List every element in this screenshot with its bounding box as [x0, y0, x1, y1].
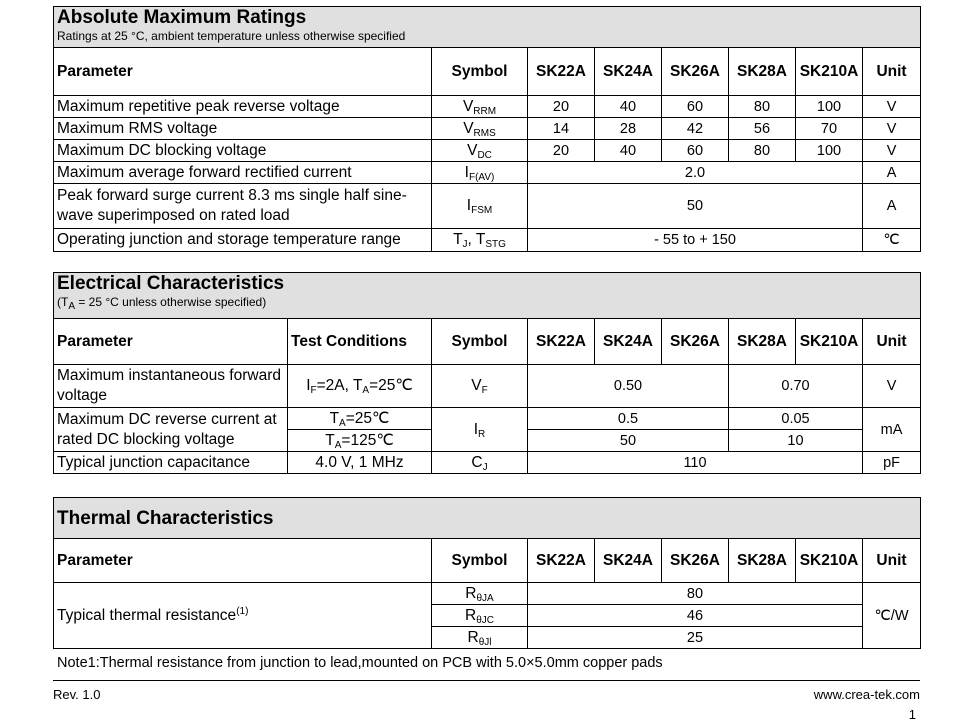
col-header-parameter: Parameter — [54, 48, 432, 96]
value-cell: 2.0 — [528, 162, 863, 184]
col-header-test-conditions: Test Conditions — [288, 319, 432, 365]
value-cell: 10 — [729, 430, 863, 452]
value-cell: 80 — [528, 583, 863, 605]
unit-cell: A — [863, 184, 921, 229]
electrical-characteristics-table — [53, 272, 921, 474]
value-cell: 46 — [528, 605, 863, 627]
column-header-row — [54, 539, 921, 583]
value-cell: - 55 to + 150 — [528, 229, 863, 252]
condition-cell: $T_A=25℃$ — [288, 408, 432, 430]
col-header-parameter: Parameter — [54, 539, 432, 583]
section-header — [54, 498, 921, 539]
section-subtitle: ($T_A = 25$ °C unless otherwise specified) — [57, 295, 267, 312]
value-cell: 0.50 — [528, 365, 729, 408]
value-cell: 70 — [796, 118, 863, 140]
symbol-cell: $I_R$ — [432, 408, 528, 452]
unit-cell: pF — [863, 452, 921, 474]
footnote: Note1:Thermal resistance from junction to lead,mounted on PCB with 5.0×5.0mm copper pads — [57, 655, 663, 671]
table-row — [54, 96, 921, 118]
param-cell: Maximum repetitive peak reverse voltage — [54, 96, 432, 118]
section-header — [54, 273, 921, 319]
unit-cell: V — [863, 96, 921, 118]
symbol-cell: $T_J$, $T_{STG}$ — [432, 229, 528, 252]
col-header-sk26a: SK26A — [662, 319, 729, 365]
symbol-cell: $V_{RMS}$ — [432, 118, 528, 140]
value-cell: 0.5 — [528, 408, 729, 430]
value-cell: 28 — [595, 118, 662, 140]
unit-cell: ℃/W — [863, 583, 921, 649]
section-title: Thermal Characteristics — [57, 507, 274, 529]
col-header-sk28a: SK28A — [729, 48, 796, 96]
symbol-cell: $V_{DC}$ — [432, 140, 528, 162]
col-header-sk210a: SK210A — [796, 539, 863, 583]
col-header-sk210a: SK210A — [796, 319, 863, 365]
value-cell: 0.05 — [729, 408, 863, 430]
symbol-cell: $C_J$ — [432, 452, 528, 474]
unit-cell: mA — [863, 408, 921, 452]
unit-cell: A — [863, 162, 921, 184]
param-cell: Operating junction and storage temperature range — [54, 229, 432, 252]
column-header-row — [54, 319, 921, 365]
section-title: Absolute Maximum Ratings — [57, 7, 307, 28]
col-header-parameter: Parameter — [54, 319, 288, 365]
param-cell: Maximum RMS voltage — [54, 118, 432, 140]
column-header-row — [54, 48, 921, 96]
unit-cell: V — [863, 365, 921, 408]
col-header-sk24a: SK24A — [595, 319, 662, 365]
section-header — [54, 7, 921, 48]
table-row — [54, 583, 921, 605]
value-cell: 25 — [528, 627, 863, 649]
footer-divider — [53, 680, 920, 681]
col-header-symbol: Symbol — [432, 539, 528, 583]
symbol-cell: $V_F$ — [432, 365, 528, 408]
revision-label: Rev. 1.0 — [53, 687, 101, 702]
param-cell: Maximum average forward rectified current — [54, 162, 432, 184]
section-subtitle: Ratings at 25 °C, ambient temperature unless otherwise specified — [57, 29, 406, 43]
col-header-symbol: Symbol — [432, 48, 528, 96]
col-header-sk28a: SK28A — [729, 319, 796, 365]
table-row — [54, 365, 921, 408]
unit-cell: ℃ — [863, 229, 921, 252]
value-cell: 14 — [528, 118, 595, 140]
value-cell: 42 — [662, 118, 729, 140]
col-header-unit: Unit — [863, 48, 921, 96]
value-cell: 40 — [595, 96, 662, 118]
symbol-cell: $V_{RRM}$ — [432, 96, 528, 118]
absolute-maximum-ratings-table — [53, 6, 921, 252]
symbol-cell: $I_{F(AV)}$ — [432, 162, 528, 184]
table-row — [54, 229, 921, 252]
value-cell: 40 — [595, 140, 662, 162]
thermal-characteristics-table — [53, 497, 921, 649]
value-cell: 80 — [729, 140, 796, 162]
col-header-symbol: Symbol — [432, 319, 528, 365]
col-header-sk24a: SK24A — [595, 539, 662, 583]
col-header-sk22a: SK22A — [528, 319, 595, 365]
value-cell: 100 — [796, 140, 863, 162]
value-cell: 50 — [528, 430, 729, 452]
value-cell: 50 — [528, 184, 863, 229]
table-row — [54, 162, 921, 184]
col-header-sk24a: SK24A — [595, 48, 662, 96]
section-title: Electrical Characteristics — [57, 273, 285, 294]
table-row — [54, 140, 921, 162]
col-header-sk210a: SK210A — [796, 48, 863, 96]
col-header-unit: Unit — [863, 539, 921, 583]
condition-cell: $I_F=2A$, $T_A=25℃$ — [288, 365, 432, 408]
param-cell: Peak forward surge current 8.3 ms single half sine-wave superimposed on rated load — [54, 184, 432, 229]
symbol-cell: $I_{FSM}$ — [432, 184, 528, 229]
symbol-cell: $R_{\theta JC}$ — [432, 605, 528, 627]
value-cell: 0.70 — [729, 365, 863, 408]
condition-cell: $T_A=125℃$ — [288, 430, 432, 452]
param-cell: Maximum instantaneous forward voltage — [54, 365, 288, 408]
value-cell: 60 — [662, 96, 729, 118]
value-cell: 80 — [729, 96, 796, 118]
value-cell: 110 — [528, 452, 863, 474]
website-link[interactable]: www.crea-tek.com — [813, 687, 920, 702]
value-cell: 20 — [528, 96, 595, 118]
col-header-sk22a: SK22A — [528, 48, 595, 96]
value-cell: 56 — [729, 118, 796, 140]
value-cell: 100 — [796, 96, 863, 118]
param-cell: Typical thermal resistance$^{(1)}$ — [54, 583, 432, 649]
param-cell: Typical junction capacitance — [54, 452, 288, 474]
col-header-sk28a: SK28A — [729, 539, 796, 583]
col-header-sk26a: SK26A — [662, 48, 729, 96]
table-row — [54, 408, 921, 430]
table-row — [54, 184, 921, 229]
unit-cell: V — [863, 140, 921, 162]
param-cell: Maximum DC reverse current at rated DC blocking voltage — [54, 408, 288, 452]
page-number: 1 — [908, 707, 916, 722]
symbol-cell: $R_{\theta Jl}$ — [432, 627, 528, 649]
col-header-unit: Unit — [863, 319, 921, 365]
col-header-sk22a: SK22A — [528, 539, 595, 583]
table-row — [54, 452, 921, 474]
col-header-sk26a: SK26A — [662, 539, 729, 583]
value-cell: 20 — [528, 140, 595, 162]
condition-cell: 4.0 V, 1 MHz — [288, 452, 432, 474]
param-cell: Maximum DC blocking voltage — [54, 140, 432, 162]
value-cell: 60 — [662, 140, 729, 162]
table-row — [54, 118, 921, 140]
symbol-cell: $R_{\theta JA}$ — [432, 583, 528, 605]
unit-cell: V — [863, 118, 921, 140]
